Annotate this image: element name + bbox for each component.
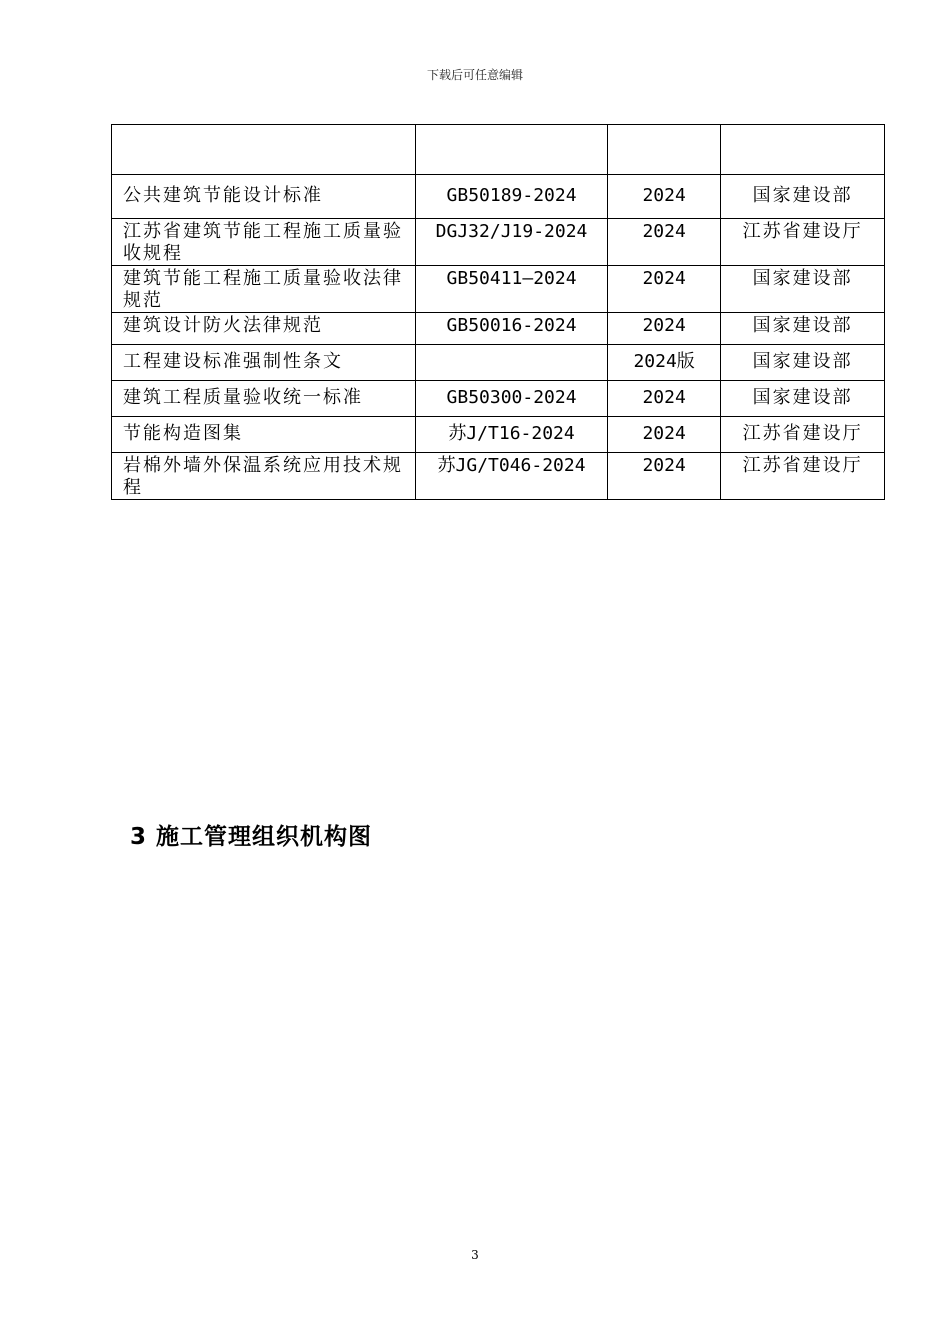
table-row — [112, 175, 885, 219]
standard-name-cell: 公共建筑节能设计标准 — [112, 175, 416, 219]
table-row — [112, 219, 885, 266]
standard-code-cell: GB50016-2024 — [416, 313, 608, 345]
standard-year-cell: 2024 — [607, 453, 720, 500]
standard-year-cell — [607, 125, 720, 175]
issuing-dept-cell — [721, 125, 885, 175]
issuing-dept-cell: 国家建设部 — [721, 266, 885, 313]
standard-name-cell: 工程建设标准强制性条文 — [112, 345, 416, 381]
standard-name-cell: 岩棉外墙外保温系统应用技术规程 — [112, 453, 416, 500]
standards-table — [111, 124, 885, 500]
table-row — [112, 313, 885, 345]
standard-code-cell — [416, 125, 608, 175]
standard-name-cell: 节能构造图集 — [112, 417, 416, 453]
table-row — [112, 125, 885, 175]
table-row — [112, 453, 885, 500]
section-heading: 3 施工管理组织机构图 — [130, 824, 373, 850]
standard-name-cell — [112, 125, 416, 175]
standard-name-cell: 建筑节能工程施工质量验收法律规范 — [112, 266, 416, 313]
standard-year-cell: 2024 — [607, 266, 720, 313]
standard-code-cell: GB50189-2024 — [416, 175, 608, 219]
standard-code-cell: GB50411—2024 — [416, 266, 608, 313]
table-row — [112, 417, 885, 453]
standard-year-cell: 2024版 — [607, 345, 720, 381]
page-number: 3 — [471, 1248, 479, 1262]
standard-name-cell: 江苏省建筑节能工程施工质量验收规程 — [112, 219, 416, 266]
standard-name-cell: 建筑工程质量验收统一标准 — [112, 381, 416, 417]
issuing-dept-cell: 江苏省建设厅 — [721, 453, 885, 500]
issuing-dept-cell: 江苏省建设厅 — [721, 417, 885, 453]
table-row — [112, 266, 885, 313]
standard-code-cell: 苏JG/T046-2024 — [416, 453, 608, 500]
standard-year-cell: 2024 — [607, 175, 720, 219]
issuing-dept-cell: 国家建设部 — [721, 313, 885, 345]
standard-year-cell: 2024 — [607, 381, 720, 417]
standard-code-cell: 苏J/T16-2024 — [416, 417, 608, 453]
standard-code-cell — [416, 345, 608, 381]
standard-year-cell: 2024 — [607, 417, 720, 453]
standard-code-cell: DGJ32/J19-2024 — [416, 219, 608, 266]
standard-name-cell: 建筑设计防火法律规范 — [112, 313, 416, 345]
table-row — [112, 345, 885, 381]
standard-code-cell: GB50300-2024 — [416, 381, 608, 417]
issuing-dept-cell: 国家建设部 — [721, 381, 885, 417]
table-row — [112, 381, 885, 417]
issuing-dept-cell: 江苏省建设厅 — [721, 219, 885, 266]
issuing-dept-cell: 国家建设部 — [721, 175, 885, 219]
standard-year-cell: 2024 — [607, 313, 720, 345]
page-header: 下载后可任意编辑 — [426, 68, 523, 82]
standard-year-cell: 2024 — [607, 219, 720, 266]
issuing-dept-cell: 国家建设部 — [721, 345, 885, 381]
